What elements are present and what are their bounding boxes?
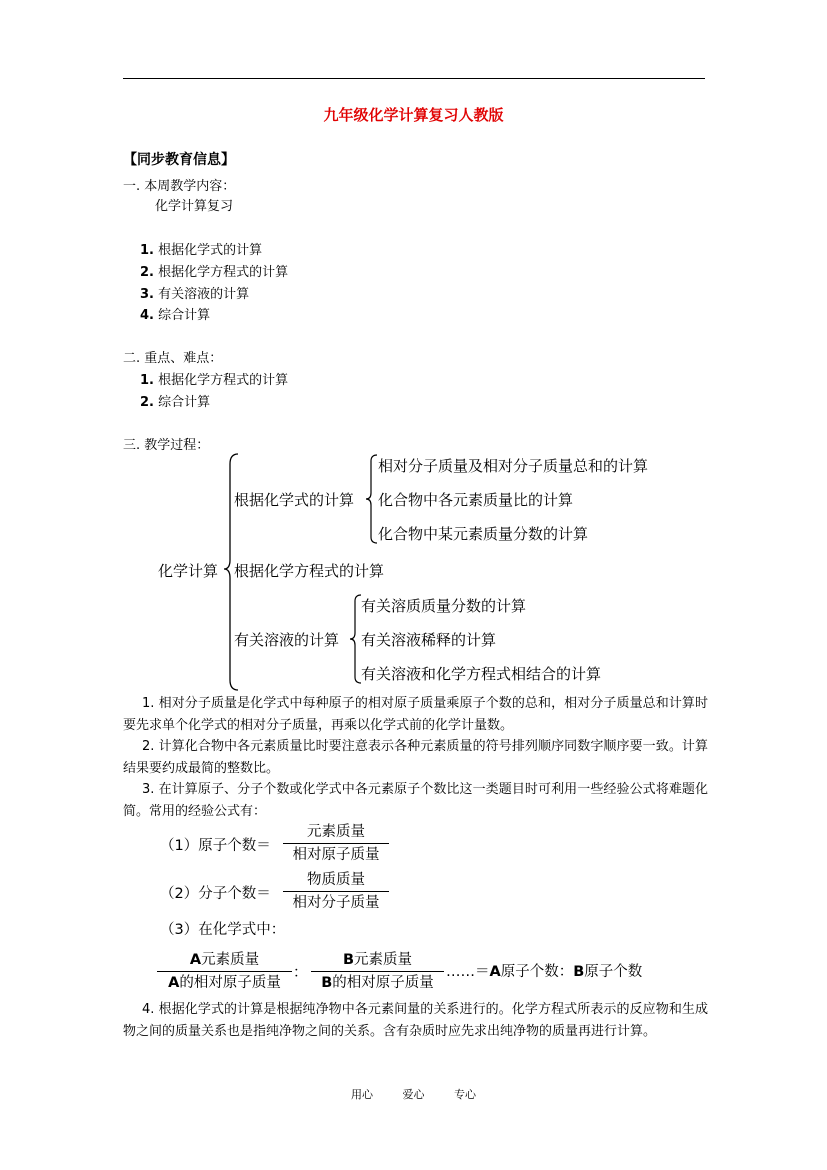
list-item-text: 有关溶液的计算 (158, 287, 250, 302)
tree-leaf-label: 化合物中某元素质量分数的计算 (378, 525, 589, 543)
tree-leaf-label: 有关溶液稀释的计算 (361, 631, 497, 649)
tree-leaf-label: 相对分子质量及相对分子质量总和的计算 (378, 457, 649, 475)
formula-fraction-b (311, 949, 444, 994)
page-footer (0, 1086, 827, 1102)
fraction-numerator: A元素质量 (189, 952, 260, 968)
note-paragraph: 3. 在计算原子、分子个数或化学式中各元素原子个数比这一类题目时可利用一些经验公式将难题化简。常用的经验公式有： (123, 782, 708, 819)
tree-leaf-label: 化合物中各元素质量比的计算 (378, 491, 574, 509)
page-title: 九年级化学计算复习人教版 (323, 106, 504, 124)
list-item-number: 2. (140, 265, 154, 280)
header-rule (123, 78, 705, 79)
formula-fraction (283, 869, 389, 914)
footer-text: 专心 (454, 1088, 476, 1101)
tree-root-label: 化学计算 (158, 562, 219, 580)
list-item (140, 304, 210, 323)
formula-fraction (283, 821, 389, 866)
fraction-numerator: B元素质量 (342, 952, 413, 968)
formula-label: （3）在化学式中： (160, 922, 286, 938)
fraction-denominator: A的相对原子质量 (168, 975, 281, 991)
formula-rhs: ……＝A原子个数：B原子个数 (446, 964, 643, 980)
fraction-numerator: 元素质量 (307, 824, 365, 840)
tree-branch-label: 根据化学方程式的计算 (234, 562, 385, 580)
part1-label: 一. 本周教学内容： (123, 179, 236, 194)
note-paragraph: 1. 相对分子质量是化学式中每种原子的相对原子质量乘原子个数的总和，相对分子质量总和计算时要先求单个化学式的相对分子质量，再乘以化学式前的化学计量数。 (123, 696, 708, 733)
list-item-text: 根据化学方程式的计算 (158, 373, 289, 388)
list-item-number: 1. (140, 373, 154, 388)
list-item (140, 369, 288, 388)
tree-branch-label: 有关溶液的计算 (234, 631, 340, 649)
list-item-number: 3. (140, 287, 154, 302)
branch1-brace (365, 453, 379, 545)
list-item-number: 4. (140, 308, 154, 323)
footer-text: 用心 (351, 1088, 373, 1101)
formula-label: （2）分子个数＝ (160, 886, 271, 902)
list-item-text: 综合计算 (158, 308, 211, 323)
list-item (140, 261, 288, 280)
fraction-numerator: 物质质量 (307, 872, 365, 888)
fraction-denominator: B的相对原子质量 (321, 975, 434, 991)
fraction-denominator: 相对分子质量 (292, 895, 380, 911)
tree-leaf-label: 有关溶液和化学方程式相结合的计算 (361, 665, 602, 683)
note-paragraph: 4. 根据化学式的计算是根据纯净物中各元素间量的关系进行的。化学方程式所表示的反应物和生成物之间的质量关系也是指纯净物之间的关系。含有杂质时应先求出纯净物的质量再进行计算。 (123, 1002, 708, 1039)
tree-leaf-label: 有关溶质质量分数的计算 (361, 597, 527, 615)
fraction-denominator: 相对原子质量 (292, 847, 380, 863)
part2-label: 二. 重点、难点： (123, 351, 223, 366)
part1-topic: 化学计算复习 (155, 199, 234, 214)
list-item-number: 2. (140, 395, 154, 410)
formula-fraction-a (157, 949, 292, 994)
list-item (140, 239, 262, 258)
list-item (140, 283, 249, 302)
list-item (140, 391, 210, 410)
footer-text: 爱心 (402, 1088, 425, 1101)
part3-label: 三. 教学过程： (123, 438, 210, 453)
list-item-text: 综合计算 (158, 395, 211, 410)
ratio-colon: ： (293, 965, 308, 981)
list-item-text: 根据化学方程式的计算 (158, 265, 289, 280)
tree-branch-label: 根据化学式的计算 (234, 491, 355, 509)
list-item-number: 1. (140, 243, 154, 258)
note-paragraph: 2. 计算化合物中各元素质量比时要注意表示各种元素质量的符号排列顺序同数字顺序要一致。计算结果要约成最简的整数比。 (123, 739, 708, 776)
formula-label: （1）原子个数＝ (160, 838, 271, 854)
list-item-text: 根据化学式的计算 (158, 243, 263, 258)
section-header: 【同步教育信息】 (123, 152, 235, 168)
